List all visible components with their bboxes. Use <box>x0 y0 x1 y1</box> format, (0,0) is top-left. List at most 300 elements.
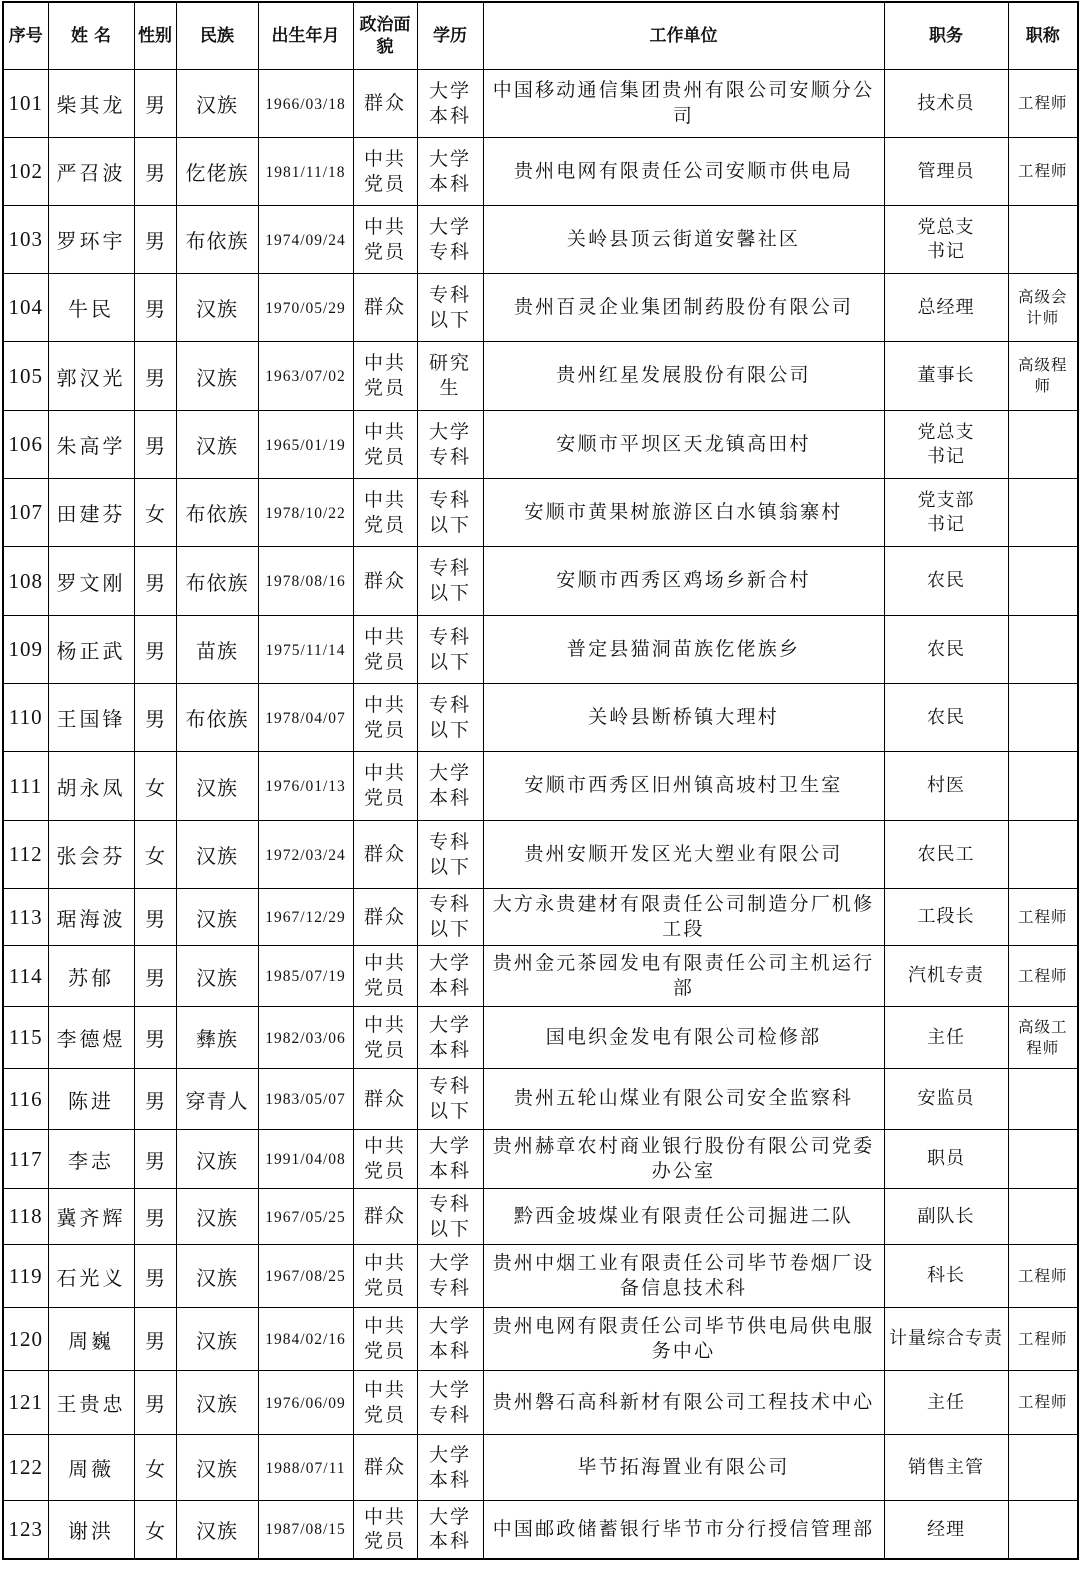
cell-no <box>3 547 48 616</box>
cell-gender <box>134 821 176 889</box>
cell-ethnicity <box>176 1501 258 1559</box>
title-text: 工程师 <box>1017 907 1068 926</box>
cell-ethnicity <box>176 138 258 206</box>
ethnicity-text: 汉族 <box>196 1206 238 1230</box>
workplace-text: 安顺市黄果树旅游区白水镇翁寨村 <box>524 500 843 523</box>
name-text: 周巍 <box>68 1328 114 1353</box>
cell-birth <box>258 1189 353 1245</box>
cell-political <box>353 70 417 138</box>
cell-no <box>3 1069 48 1130</box>
no-text: 121 <box>8 1390 43 1414</box>
cell-position <box>884 411 1008 479</box>
political-text: 群众 <box>363 905 406 928</box>
workplace-text: 安顺市西秀区鸡场乡新合村 <box>556 569 811 592</box>
gender-text: 男 <box>145 1027 165 1051</box>
position-text: 销售主管 <box>908 1456 984 1478</box>
no-text: 111 <box>9 773 43 798</box>
ethnicity-text: 彝族 <box>196 1027 238 1051</box>
cell-no <box>3 616 48 684</box>
title-text: 工程师 <box>1017 966 1068 985</box>
education-text: 大学本科 <box>428 1135 471 1182</box>
cell-education <box>417 1189 483 1245</box>
cell-birth <box>258 206 353 274</box>
cell-political <box>353 684 417 752</box>
cell-position <box>884 684 1008 752</box>
education-text: 大学本科 <box>428 1443 471 1491</box>
cell-gender <box>134 1130 176 1189</box>
political-text: 群众 <box>363 92 406 115</box>
cell-ethnicity <box>176 1371 258 1435</box>
cell-education <box>417 342 483 411</box>
no-text: 116 <box>8 1086 43 1111</box>
education-text: 大学本科 <box>428 1013 471 1061</box>
position-text: 主任 <box>927 1391 965 1413</box>
cell-name <box>48 1435 134 1501</box>
header-ethnicity: 民族 <box>176 2 258 70</box>
name-text: 周薇 <box>68 1457 114 1481</box>
table-row <box>3 206 1078 274</box>
cell-title <box>1008 206 1078 274</box>
cell-education <box>417 821 483 889</box>
header-position: 职务 <box>884 2 1008 70</box>
cell-education <box>417 1501 483 1559</box>
cell-title <box>1008 946 1078 1007</box>
cell-ethnicity <box>176 1069 258 1130</box>
cell-gender <box>134 1007 176 1069</box>
education-text: 专科以下 <box>428 557 471 604</box>
political-text: 中共党员 <box>363 488 406 536</box>
workplace-text: 中国移动通信集团贵州有限公司安顺分公司 <box>492 79 875 127</box>
cell-ethnicity <box>176 274 258 342</box>
cell-workplace <box>483 752 884 821</box>
cell-workplace <box>483 1371 884 1435</box>
position-text: 职员 <box>927 1148 965 1170</box>
workplace-text: 毕节拓海置业有限公司 <box>577 1455 790 1478</box>
cell-education <box>417 889 483 946</box>
title-text: 高级工程师 <box>1017 1017 1068 1057</box>
education-text: 大学本科 <box>428 79 471 127</box>
birth-text: 1963/07/02 <box>265 368 346 385</box>
gender-text: 男 <box>145 707 165 731</box>
cell-education <box>417 1007 483 1069</box>
cell-political <box>353 889 417 946</box>
cell-title <box>1008 274 1078 342</box>
cell-workplace <box>483 70 884 138</box>
political-text: 中共党员 <box>363 215 406 263</box>
gender-text: 男 <box>145 570 165 595</box>
cell-education <box>417 1130 483 1189</box>
cell-title <box>1008 70 1078 138</box>
political-text: 中共党员 <box>363 1252 406 1299</box>
name-text: 陈进 <box>68 1088 114 1113</box>
position-text: 安监员 <box>917 1088 975 1110</box>
cell-position <box>884 547 1008 616</box>
name-text: 苏郁 <box>68 965 114 990</box>
education-text: 专科以下 <box>428 625 471 673</box>
workplace-text: 大方永贵建材有限责任公司制造分厂机修工段 <box>492 892 875 940</box>
cell-political <box>353 821 417 889</box>
gender-text: 女 <box>145 502 165 526</box>
political-text: 中共党员 <box>363 1378 406 1426</box>
title-text: 工程师 <box>1017 94 1068 113</box>
cell-position <box>884 1130 1008 1189</box>
name-text: 田建芬 <box>56 502 126 526</box>
cell-title <box>1008 138 1078 206</box>
cell-no <box>3 1245 48 1308</box>
roster-table <box>2 1 1079 1560</box>
workplace-text: 贵州电网有限责任公司毕节供电局供电服务中心 <box>492 1314 875 1362</box>
cell-workplace <box>483 1069 884 1130</box>
cell-political <box>353 1069 417 1130</box>
birth-text: 1974/09/24 <box>265 231 346 249</box>
political-text: 中共党员 <box>363 147 406 195</box>
position-text: 计量综合专责 <box>889 1328 1003 1350</box>
cell-position <box>884 1189 1008 1245</box>
cell-education <box>417 1245 483 1308</box>
ethnicity-text: 汉族 <box>196 1148 238 1173</box>
cell-workplace <box>483 946 884 1007</box>
ethnicity-text: 布依族 <box>185 502 249 526</box>
political-text: 中共党员 <box>363 762 406 809</box>
title-text: 工程师 <box>1017 1329 1068 1348</box>
workplace-text: 贵州赫章农村商业银行股份有限公司党委办公室 <box>492 1134 875 1182</box>
ethnicity-text: 汉族 <box>196 1457 238 1481</box>
birth-text: 1982/03/06 <box>265 1029 346 1047</box>
birth-text: 1987/08/15 <box>265 1521 346 1539</box>
birth-text: 1965/01/19 <box>265 436 346 454</box>
position-text: 工段长 <box>917 906 975 928</box>
no-text: 108 <box>8 568 43 593</box>
cell-title <box>1008 1189 1078 1245</box>
political-text: 群众 <box>363 296 406 319</box>
position-text: 农民 <box>927 638 965 660</box>
birth-text: 1967/08/25 <box>265 1268 346 1285</box>
ethnicity-text: 汉族 <box>196 1328 238 1353</box>
gender-text: 男 <box>145 161 165 185</box>
name-text: 冀齐辉 <box>56 1206 126 1230</box>
cell-ethnicity <box>176 1130 258 1189</box>
education-text: 大学本科 <box>428 1315 471 1362</box>
birth-text: 1967/05/25 <box>265 1208 346 1226</box>
cell-no <box>3 889 48 946</box>
workplace-text: 安顺市西秀区旧州镇高坡村卫生室 <box>524 774 843 797</box>
cell-position <box>884 889 1008 946</box>
workplace-text: 关岭县断桥镇大理村 <box>588 705 779 728</box>
cell-gender <box>134 752 176 821</box>
header-education: 学历 <box>417 2 483 70</box>
header-name: 姓 名 <box>48 2 134 70</box>
cell-ethnicity <box>176 821 258 889</box>
cell-title <box>1008 821 1078 889</box>
cell-gender <box>134 946 176 1007</box>
cell-title <box>1008 684 1078 752</box>
cell-gender <box>134 1069 176 1130</box>
cell-title <box>1008 1371 1078 1435</box>
education-text: 大学本科 <box>428 762 471 809</box>
cell-name <box>48 411 134 479</box>
cell-position <box>884 138 1008 206</box>
workplace-text: 贵州电网有限责任公司安顺市供电局 <box>513 159 854 182</box>
gender-text: 男 <box>145 1392 165 1416</box>
name-text: 李志 <box>68 1148 114 1173</box>
gender-text: 女 <box>145 775 165 800</box>
table-body <box>3 70 1078 1559</box>
political-text: 群众 <box>363 1205 406 1228</box>
header-workplace: 工作单位 <box>483 2 884 70</box>
cell-workplace <box>483 206 884 274</box>
no-text: 114 <box>8 963 43 988</box>
cell-name <box>48 1501 134 1559</box>
ethnicity-text: 汉族 <box>196 965 238 990</box>
cell-political <box>353 206 417 274</box>
cell-ethnicity <box>176 752 258 821</box>
ethnicity-text: 苗族 <box>196 639 238 663</box>
table-row <box>3 1069 1078 1130</box>
cell-position <box>884 1371 1008 1435</box>
cell-position <box>884 1435 1008 1501</box>
table-row <box>3 1435 1078 1501</box>
workplace-text: 贵州金元茶园发电有限责任公司主机运行部 <box>492 951 875 999</box>
name-text: 郭汉光 <box>56 365 126 390</box>
ethnicity-text: 穿青人 <box>185 1088 249 1113</box>
cell-ethnicity <box>176 411 258 479</box>
cell-ethnicity <box>176 1007 258 1069</box>
position-text: 主任 <box>927 1026 965 1048</box>
cell-name <box>48 274 134 342</box>
position-text: 经理 <box>927 1518 965 1540</box>
table-row <box>3 479 1078 547</box>
political-text: 中共党员 <box>363 625 406 673</box>
title-text: 工程师 <box>1017 1266 1068 1285</box>
no-text: 122 <box>8 1455 43 1479</box>
cell-name <box>48 1371 134 1435</box>
cell-birth <box>258 821 353 889</box>
cell-birth <box>258 274 353 342</box>
cell-position <box>884 1245 1008 1308</box>
cell-education <box>417 1435 483 1501</box>
political-text: 群众 <box>363 569 406 592</box>
position-text: 党支部书记 <box>917 490 975 535</box>
cell-political <box>353 411 417 479</box>
no-text: 105 <box>8 363 43 388</box>
cell-education <box>417 684 483 752</box>
ethnicity-text: 布依族 <box>185 570 249 595</box>
cell-gender <box>134 70 176 138</box>
header-gender: 性别 <box>134 2 176 70</box>
cell-title <box>1008 1245 1078 1308</box>
cell-title <box>1008 1130 1078 1189</box>
cell-name <box>48 1245 134 1308</box>
workplace-text: 普定县猫洞苗族仡佬族乡 <box>566 637 801 660</box>
position-text: 技术员 <box>917 92 975 114</box>
cell-political <box>353 1501 417 1559</box>
name-text: 李德煜 <box>56 1027 126 1051</box>
cell-gender <box>134 1308 176 1371</box>
gender-text: 男 <box>145 639 165 663</box>
cell-education <box>417 752 483 821</box>
cell-no <box>3 138 48 206</box>
no-text: 113 <box>8 904 43 929</box>
cell-birth <box>258 1501 353 1559</box>
cell-political <box>353 1007 417 1069</box>
no-text: 103 <box>8 227 43 251</box>
position-text: 管理员 <box>917 160 975 182</box>
cell-birth <box>258 411 353 479</box>
cell-political <box>353 1130 417 1189</box>
cell-name <box>48 821 134 889</box>
position-text: 村医 <box>927 775 965 797</box>
cell-name <box>48 1130 134 1189</box>
workplace-text: 贵州中烟工业有限责任公司毕节卷烟厂设备信息技术科 <box>492 1251 875 1299</box>
header-no: 序号 <box>3 2 48 70</box>
cell-birth <box>258 946 353 1007</box>
no-text: 101 <box>8 91 43 115</box>
position-text: 总经理 <box>917 296 975 318</box>
ethnicity-text: 汉族 <box>196 775 238 800</box>
cell-birth <box>258 1435 353 1501</box>
cell-gender <box>134 616 176 684</box>
cell-birth <box>258 1308 353 1371</box>
name-text: 胡永凤 <box>56 775 126 800</box>
cell-gender <box>134 274 176 342</box>
cell-workplace <box>483 1007 884 1069</box>
political-text: 中共党员 <box>363 352 406 399</box>
political-text: 群众 <box>363 1456 406 1479</box>
cell-name <box>48 889 134 946</box>
cell-gender <box>134 1501 176 1559</box>
title-text: 工程师 <box>1017 162 1068 181</box>
ethnicity-text: 汉族 <box>196 434 238 458</box>
table-row <box>3 1130 1078 1189</box>
cell-gender <box>134 1245 176 1308</box>
cell-political <box>353 946 417 1007</box>
cell-birth <box>258 752 353 821</box>
workplace-text: 贵州百灵企业集团制药股份有限公司 <box>513 295 854 318</box>
cell-workplace <box>483 1130 884 1189</box>
cell-political <box>353 1245 417 1308</box>
position-text: 科长 <box>927 1265 965 1287</box>
table-row <box>3 274 1078 342</box>
position-text: 副队长 <box>917 1205 975 1227</box>
workplace-text: 黔西金坡煤业有限责任公司掘进二队 <box>513 1204 854 1227</box>
cell-workplace <box>483 1501 884 1559</box>
education-text: 大学专科 <box>428 1252 471 1299</box>
cell-name <box>48 1069 134 1130</box>
title-text: 工程师 <box>1017 1393 1068 1412</box>
workplace-text: 关岭县顶云街道安馨社区 <box>566 227 801 250</box>
political-text: 中共党员 <box>363 1315 406 1362</box>
gender-text: 男 <box>145 434 165 458</box>
birth-text: 1988/07/11 <box>265 1459 346 1477</box>
cell-title <box>1008 1501 1078 1559</box>
cell-workplace <box>483 821 884 889</box>
cell-birth <box>258 1069 353 1130</box>
table-row <box>3 138 1078 206</box>
cell-no <box>3 1435 48 1501</box>
cell-ethnicity <box>176 1308 258 1371</box>
education-text: 专科以下 <box>428 893 471 940</box>
position-text: 农民 <box>927 706 965 728</box>
no-text: 119 <box>8 1263 43 1288</box>
cell-workplace <box>483 1245 884 1308</box>
cell-title <box>1008 547 1078 616</box>
cell-political <box>353 342 417 411</box>
no-text: 112 <box>8 842 43 866</box>
cell-workplace <box>483 138 884 206</box>
cell-no <box>3 1371 48 1435</box>
cell-education <box>417 411 483 479</box>
no-text: 115 <box>8 1025 43 1049</box>
cell-no <box>3 274 48 342</box>
gender-text: 男 <box>145 906 165 931</box>
birth-text: 1976/06/09 <box>265 1394 346 1412</box>
table-row <box>3 684 1078 752</box>
birth-text: 1966/03/18 <box>265 95 346 113</box>
cell-birth <box>258 547 353 616</box>
cell-education <box>417 1308 483 1371</box>
cell-workplace <box>483 1435 884 1501</box>
cell-education <box>417 1371 483 1435</box>
ethnicity-text: 汉族 <box>196 297 238 321</box>
name-text: 罗环宇 <box>56 229 126 253</box>
position-text: 党总支书记 <box>917 217 975 262</box>
table-header <box>3 2 1078 70</box>
cell-position <box>884 752 1008 821</box>
name-text: 王国锋 <box>56 707 126 731</box>
name-text: 谢洪 <box>68 1518 114 1543</box>
birth-text: 1985/07/19 <box>265 968 346 985</box>
table-row <box>3 1308 1078 1371</box>
cell-no <box>3 1189 48 1245</box>
no-text: 110 <box>8 705 43 729</box>
cell-birth <box>258 684 353 752</box>
cell-political <box>353 752 417 821</box>
table-row <box>3 1245 1078 1308</box>
ethnicity-text: 汉族 <box>196 365 238 390</box>
ethnicity-text: 布依族 <box>185 707 249 731</box>
cell-name <box>48 1007 134 1069</box>
header-birth: 出生年月 <box>258 2 353 70</box>
cell-gender <box>134 684 176 752</box>
cell-position <box>884 1069 1008 1130</box>
cell-title <box>1008 1308 1078 1371</box>
cell-position <box>884 1308 1008 1371</box>
cell-birth <box>258 616 353 684</box>
political-text: 中共党员 <box>363 952 406 999</box>
cell-title <box>1008 1069 1078 1130</box>
table-row <box>3 752 1078 821</box>
education-text: 专科以下 <box>428 830 471 878</box>
no-text: 106 <box>8 432 43 456</box>
cell-ethnicity <box>176 206 258 274</box>
cell-birth <box>258 342 353 411</box>
birth-text: 1984/02/16 <box>265 1331 346 1348</box>
table-row <box>3 1371 1078 1435</box>
gender-text: 男 <box>145 1265 165 1290</box>
cell-gender <box>134 206 176 274</box>
cell-position <box>884 342 1008 411</box>
education-text: 专科以下 <box>428 283 471 331</box>
cell-position <box>884 821 1008 889</box>
cell-birth <box>258 889 353 946</box>
ethnicity-text: 汉族 <box>196 93 238 117</box>
name-text: 朱高学 <box>56 434 126 458</box>
header-title: 职称 <box>1008 2 1078 70</box>
education-text: 专科以下 <box>428 488 471 536</box>
cell-name <box>48 138 134 206</box>
table-row <box>3 889 1078 946</box>
cell-position <box>884 1501 1008 1559</box>
